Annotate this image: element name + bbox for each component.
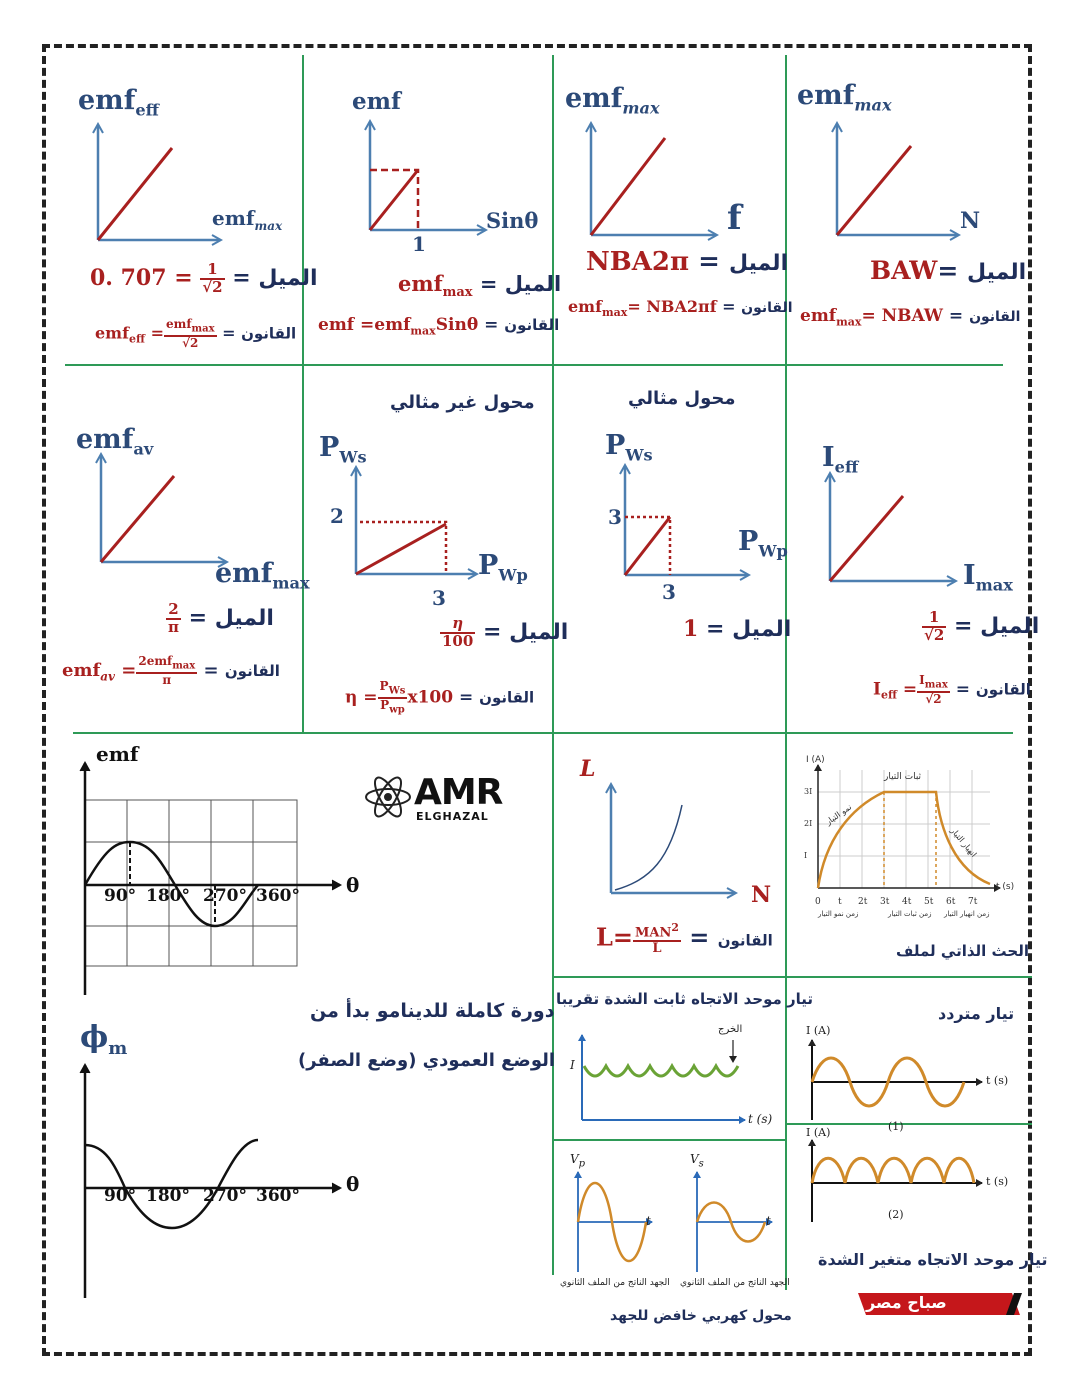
r2c3-slope: 1 = الميل bbox=[683, 616, 792, 642]
rectified-wave bbox=[812, 1158, 974, 1183]
line-emf-av bbox=[101, 476, 174, 562]
dc-ripple-x-axis: t (s) bbox=[748, 1112, 773, 1126]
inductance-axes bbox=[611, 785, 735, 893]
brand-text: صباح مصر bbox=[866, 1293, 947, 1312]
rect-x-axis: t (s) bbox=[986, 1175, 1009, 1188]
dynamo-caption-1: دورة كاملة للدينامو بدأ من bbox=[310, 1000, 555, 1022]
r2c1-slope: $\frac{2}{\pi}$ = الميل bbox=[168, 600, 274, 636]
tr-title: محول كهربي خافض للجهد bbox=[610, 1308, 792, 1324]
r1c4-y-label: emf$_{max}$ bbox=[797, 80, 892, 115]
dynamo-caption-2: الوضع العمودي (وضع الصفر) bbox=[298, 1050, 556, 1071]
r2c3-title: محول مثالي bbox=[628, 388, 736, 409]
r1c3-law: emf$_{max}$= NBA2πf = القانون bbox=[568, 297, 793, 320]
logo-main: AMR bbox=[414, 772, 503, 813]
flux-tick-90: 90° bbox=[104, 1186, 137, 1206]
tr-t2: t bbox=[766, 1214, 771, 1228]
r2c2-x-label: $P_{Wp}$ bbox=[478, 550, 528, 585]
tr-cap-primary: الجهد الناتج من الملف الثانوي bbox=[560, 1278, 670, 1288]
si-x-axis: t (s) bbox=[996, 882, 1015, 892]
r2c2-tick-x: 3 bbox=[432, 586, 446, 610]
graph-ieff bbox=[830, 474, 955, 581]
dc-ripple-title: تيار موحد الاتجاه ثابت الشدة تقريبا bbox=[556, 990, 814, 1008]
atom-icon bbox=[366, 774, 410, 820]
line-emf-f bbox=[591, 138, 665, 235]
r2c1-law: emf$_{av}$ = $\frac{2emf_{max}}{\pi}$ = القانون bbox=[62, 654, 280, 687]
flux-graph-x-label: θ bbox=[346, 1172, 360, 1196]
rect-title: تيار موحد الاتجاه متغير الشدة bbox=[818, 1250, 1048, 1269]
line-emf-n bbox=[837, 146, 911, 235]
r1c1-law: emf$_{eff}$ = $\frac{emf_{max}}{√2}$ = القانون bbox=[95, 317, 297, 350]
self-induction-axes bbox=[818, 765, 1000, 888]
r2c1-x-label: emf$_{max}$ bbox=[215, 558, 310, 593]
si-x-tick-6: 6t bbox=[946, 897, 956, 907]
tr-cap-secondary: الجهد الناتج من الملف الثانوي bbox=[680, 1278, 790, 1288]
si-rise-label: نمو التيار bbox=[824, 802, 854, 827]
flux-tick-180: 180° bbox=[146, 1186, 190, 1206]
r1c3-y-label: emf$_{max}$ bbox=[565, 83, 660, 118]
emf-tick-360: 360° bbox=[256, 886, 300, 906]
flux-tick-360: 360° bbox=[256, 1186, 300, 1206]
r2c4-law: $I_{eff}$ = $\frac{I_{max}}{√2}$ = القانون bbox=[873, 673, 1031, 706]
inductance-x-label: N bbox=[751, 882, 772, 908]
flux-graph-y-label: $\phi_m$ bbox=[80, 1020, 128, 1059]
dc-ripple-wave bbox=[584, 1066, 738, 1076]
si-bottom-2: زمن ثبات التيار bbox=[888, 910, 932, 918]
si-x-tick-0: 0 bbox=[815, 897, 821, 907]
self-induction-grid bbox=[818, 770, 990, 888]
si-x-tick-7: 7t bbox=[968, 897, 978, 907]
inductance-law: L= $\frac{MAN^2}{L}$ = القانون bbox=[596, 921, 773, 956]
graph-emf-sin bbox=[370, 122, 485, 230]
graph-emf-n bbox=[837, 124, 958, 235]
dc-ripple-out-label: الخرج bbox=[718, 1024, 743, 1035]
r2c3-x-label: $P_{Wp}$ bbox=[738, 526, 788, 561]
ac-y-axis: I (A) bbox=[806, 1024, 831, 1037]
r2c2-tick-y: 2 bbox=[330, 504, 344, 528]
transformer-secondary-axes bbox=[697, 1172, 772, 1272]
r1c2-y-label: emf bbox=[352, 88, 401, 115]
emf-axes bbox=[85, 763, 340, 995]
si-x-tick-1: t bbox=[838, 897, 842, 907]
dc-ripple-y-axis: I bbox=[570, 1058, 575, 1072]
line-ideal bbox=[625, 517, 670, 575]
ac-title: تيار متردد bbox=[938, 1004, 1015, 1023]
tr-vp: $V_p$ bbox=[570, 1152, 586, 1170]
graph-emf-eff bbox=[98, 125, 220, 240]
r1c1-y-label: emf$_{eff}$ bbox=[78, 85, 159, 120]
emf-tick-90: 90° bbox=[104, 886, 137, 906]
r1c2-slope: emf$_{max}$ = الميل bbox=[398, 271, 562, 301]
r1c2-tick: 1 bbox=[412, 232, 426, 256]
emf-tick-270: 270° bbox=[203, 886, 247, 906]
si-y-tick-2i: 2I bbox=[804, 819, 813, 828]
r1c1-x-label: emf$_{max}$ bbox=[212, 206, 283, 233]
si-x-tick-2: 2t bbox=[858, 897, 868, 907]
r2c2-title: محول غير مثالي bbox=[390, 392, 535, 413]
si-bottom-1: زمن نمو التيار bbox=[818, 910, 859, 918]
r2c4-slope: $\frac{1}{√2}$ = الميل bbox=[924, 608, 1040, 644]
si-x-tick-5: 5t bbox=[924, 897, 934, 907]
r2c4-y-label: $I_{eff}$ bbox=[822, 442, 859, 477]
r2c2-slope: $\frac{\eta}{100}$ = الميل bbox=[442, 614, 569, 650]
line-non-ideal bbox=[356, 524, 446, 574]
si-title: الحث الذاتي لملف bbox=[896, 942, 1029, 960]
si-top-label: ثبات التيار bbox=[884, 772, 922, 782]
r2c4-x-label: $I_{max}$ bbox=[963, 560, 1013, 595]
si-x-tick-4: 4t bbox=[902, 897, 912, 907]
si-y-tick-i: I bbox=[804, 851, 808, 860]
r2c3-tick-y: 3 bbox=[608, 505, 622, 529]
r2c2-y-label: $P_{Ws}$ bbox=[319, 432, 367, 467]
tr-vs: $V_s$ bbox=[690, 1152, 704, 1170]
tr-t1: t bbox=[646, 1214, 651, 1228]
r1c3-x-label: f bbox=[727, 198, 742, 238]
rect-num: (2) bbox=[888, 1208, 904, 1221]
si-x-tick-3: 3t bbox=[880, 897, 890, 907]
flux-tick-270: 270° bbox=[203, 1186, 247, 1206]
inductance-curve bbox=[615, 805, 682, 890]
r2c1-y-label: emf$_{av}$ bbox=[76, 424, 154, 459]
line-emf-sin bbox=[370, 170, 418, 230]
dc-ripple-axes bbox=[582, 1035, 745, 1120]
emf-graph-y-label: emf bbox=[96, 742, 139, 766]
graph-ideal bbox=[625, 466, 748, 575]
graph-emf-f bbox=[591, 124, 716, 235]
ac-num: (1) bbox=[888, 1120, 904, 1133]
r1c4-slope: BAW= الميل bbox=[870, 256, 1027, 285]
r2c3-y-label: $P_{Ws}$ bbox=[605, 430, 653, 465]
si-bottom-3: زمن انهيار التيار bbox=[944, 910, 990, 918]
si-y-axis: I (A) bbox=[806, 755, 825, 765]
r1c2-law: emf =emf$_{max}$Sinθ = القانون bbox=[318, 315, 560, 338]
emf-grid bbox=[85, 800, 297, 966]
r1c4-law: emf$_{max}$= NBAW = القانون bbox=[800, 306, 1021, 329]
si-y-tick-3i: 3I bbox=[804, 787, 813, 796]
r1c1-slope: 0. 707 = $\frac{1}{√2}$ = الميل bbox=[90, 260, 318, 296]
graph-emf-av bbox=[101, 455, 226, 562]
r1c2-x-label: Sinθ bbox=[486, 208, 539, 233]
line-emf-eff bbox=[98, 148, 172, 240]
emf-tick-180: 180° bbox=[146, 886, 190, 906]
si-fall-label: انهيار التيار bbox=[948, 826, 979, 859]
inductance-y-label: L bbox=[580, 756, 596, 782]
r1c4-x-label: N bbox=[960, 208, 981, 234]
emf-graph-x-label: θ bbox=[346, 873, 360, 897]
line-ieff bbox=[830, 496, 903, 581]
flux-cosine bbox=[85, 1140, 258, 1228]
r1c3-slope: NBA2π = الميل bbox=[586, 247, 789, 277]
r2c3-tick-x: 3 bbox=[662, 580, 676, 604]
ac-axes bbox=[812, 1040, 982, 1120]
r2c2-law: η = $\frac{P_{Ws}}{P_{wp}}$ x100 = القانون bbox=[345, 679, 535, 716]
ac-x-axis: t (s) bbox=[986, 1074, 1009, 1087]
rect-y-axis: I (A) bbox=[806, 1126, 831, 1139]
logo-sub: ELGHAZAL bbox=[416, 810, 489, 823]
